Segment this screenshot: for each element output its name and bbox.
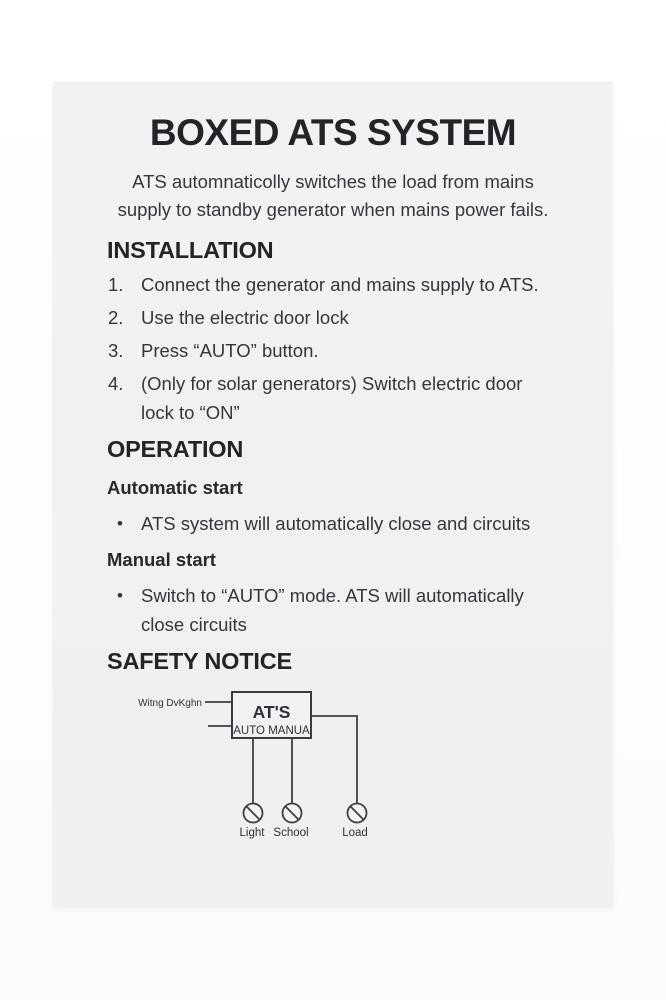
intro-text [95, 168, 571, 224]
list-item-text: Press “AUTO” button. [141, 340, 319, 361]
list-item-text: Connect the generator and mains supply to ATS. [141, 274, 539, 295]
wiring-diagram [133, 688, 433, 848]
bullet-text: close circuits [141, 614, 247, 635]
intro-line: ATS automnaticolly switches the load from mains [132, 171, 534, 192]
terminal-label-school: School [273, 827, 309, 839]
intro-line: supply to standby generator when mains power fails. [117, 199, 549, 220]
diagram-input-label: Witng DvKghn [138, 698, 202, 709]
list-item-text: lock to “ON” [141, 402, 240, 423]
bullet-item [117, 509, 530, 538]
list-number: 3. [108, 340, 124, 361]
document-sheet [53, 82, 613, 907]
terminal-label-light: Light [239, 827, 265, 839]
manual-start-subheading: Manual start [107, 549, 216, 570]
safety-notice-heading: SAFETY NOTICE [107, 648, 292, 674]
list-item [108, 369, 522, 427]
list-number: 2. [108, 307, 124, 328]
list-number: 1. [108, 274, 124, 295]
list-item-text: (Only for solar generators) Switch electric door [141, 373, 523, 394]
bullet-marker: • [117, 514, 123, 533]
bullet-text: Switch to “AUTO” mode. ATS will automatically [141, 585, 524, 606]
list-item [108, 336, 319, 365]
list-item [108, 270, 539, 299]
list-number: 4. [108, 373, 124, 394]
ats-box-subtitle: AUTO MANUA [233, 725, 310, 737]
bullet-item [117, 581, 524, 639]
operation-heading: OPERATION [107, 436, 244, 462]
installation-heading: INSTALLATION [107, 237, 274, 263]
output-wire-load [311, 716, 357, 804]
list-item [108, 303, 349, 332]
ats-box-title: AT'S [252, 702, 291, 722]
terminal-label-load: Load [342, 827, 368, 839]
bullet-text: ATS system will automatically close and circuits [141, 513, 531, 534]
list-item-text: Use the electric door lock [141, 307, 349, 328]
automatic-start-subheading: Automatic start [107, 477, 243, 498]
page-title: BOXED ATS SYSTEM [149, 112, 517, 153]
bullet-marker: • [117, 586, 123, 605]
